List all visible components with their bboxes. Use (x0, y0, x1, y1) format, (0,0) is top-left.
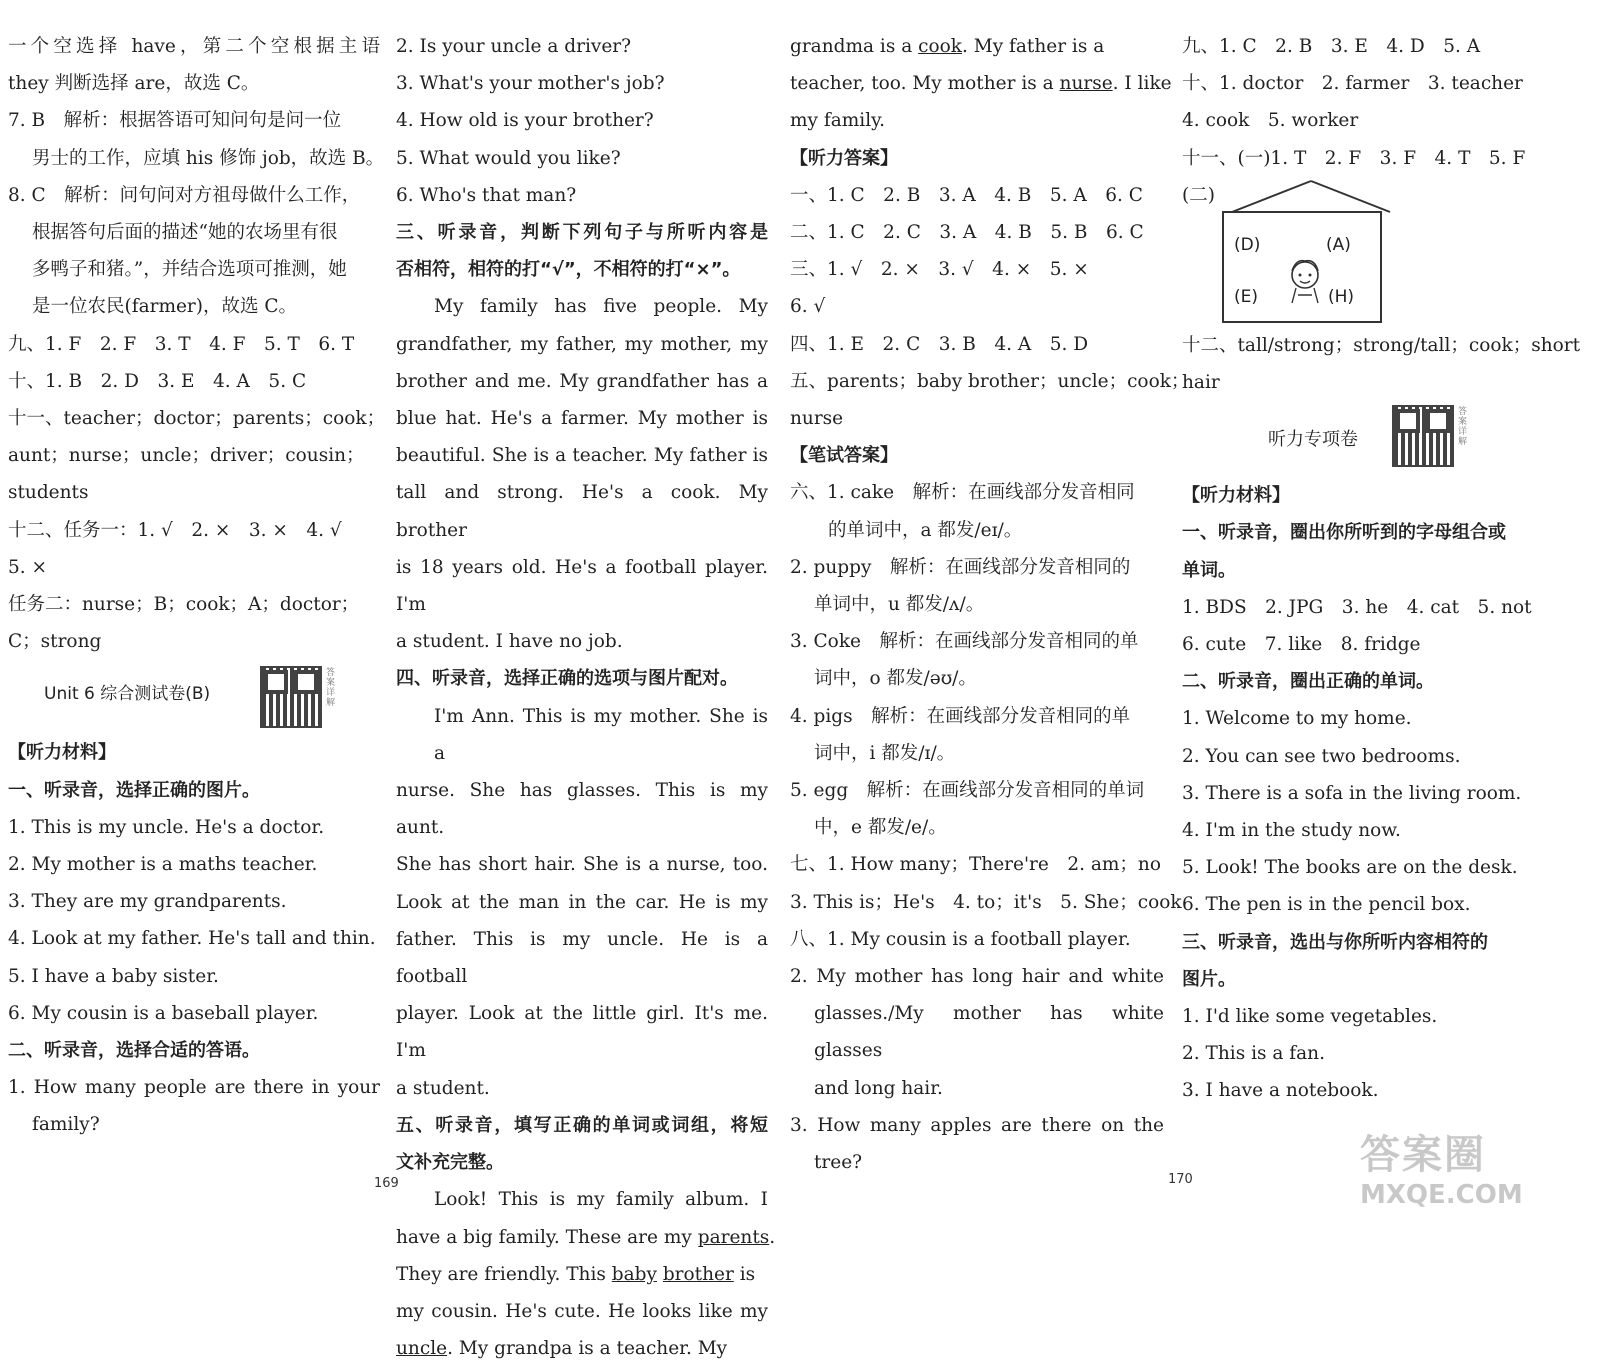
passage-line: Look at the man in the car. He is my (396, 891, 768, 913)
script-line: 4. I'm in the study now. (1182, 820, 1401, 842)
underlined-answer: parents (697, 1226, 770, 1248)
answer-line: glasses./My mother has white glasses (814, 1003, 1164, 1062)
script-line: 3. I have a notebook. (1182, 1080, 1379, 1102)
answer-line: 男士的工作，应填 his 修饰 job，故选 B。 (32, 147, 385, 169)
answer-line: 7. B 解析：根据答语可知问句是问一位 (8, 110, 342, 132)
answer-line: 2. puppy 解析：在画线部分发音相同的 (790, 556, 1131, 578)
passage-text: . I like (1112, 73, 1172, 95)
passage-text: They are friendly. This (396, 1263, 612, 1285)
section-heading: 单词。 (1182, 559, 1236, 581)
frame-hanger-icon (1230, 179, 1392, 213)
section-heading: 四、听录音，选择正确的选项与图片配对。 (396, 668, 738, 690)
listening-title: 听力专项卷 (1268, 429, 1358, 451)
section-heading: 文补充完整。 (396, 1152, 504, 1174)
passage-text: teacher, too. My mother is a (790, 73, 1060, 95)
passage-line: Look! This is my family album. I (434, 1189, 768, 1211)
answer-line: 七、1. How many；There're 2. am；no (790, 854, 1161, 876)
script-line: 2. This is a fan. (1182, 1043, 1325, 1065)
passage-line: blue hat. He's a farmer. My mother is (396, 408, 768, 430)
underlined-answer: cook (918, 36, 962, 57)
answer-line: 一、1. C 2. B 3. A 4. B 5. A 6. C (790, 184, 1143, 206)
passage-line: I'm Ann. This is my mother. She is a (434, 705, 768, 764)
answer-line: 五、parents；baby brother；uncle；cook； (790, 370, 1190, 392)
answer-line: 任务二：nurse；B；cook；A；doctor； (8, 594, 360, 616)
answer-line: 十一、(一)1. T 2. F 3. F 4. T 5. F (1182, 147, 1526, 169)
passage-line (396, 1219, 776, 1256)
underlined-answer: baby (611, 1263, 657, 1285)
answer-line: 单词中，u 都发/ʌ/。 (814, 594, 985, 616)
passage-line: brother and me. My grandfather has a (396, 370, 768, 392)
frame-label: (A) (1326, 234, 1351, 255)
girl-face-icon (1286, 257, 1324, 305)
passage-line: father. This is my uncle. He is a football (396, 928, 768, 988)
answer-line: 十二、任务一：1. √ 2. × 3. × 4. √ (8, 519, 342, 541)
section-heading: 否相符，相符的打“√”，不相符的打“×”。 (396, 259, 741, 281)
answer-line: 5. × (8, 556, 48, 578)
answer-line: aunt；nurse；uncle；driver；cousin； (8, 445, 365, 467)
answer-line: 3. How many apples are there on the (790, 1114, 1164, 1136)
passage-line: nurse. She has glasses. This is my aunt. (396, 780, 768, 839)
passage-line: a student. I have no job. (396, 631, 623, 653)
underlined-answer: brother (662, 1263, 734, 1285)
passage-line (790, 65, 1172, 102)
frame-label: (H) (1328, 286, 1355, 307)
script-line: 1. How many people are there in your (8, 1077, 380, 1099)
script-line: 3. What's your mother's job? (396, 73, 665, 95)
passage-text: grandma is a (790, 36, 919, 57)
answer-line: 十、1. B 2. D 3. E 4. A 5. C (8, 370, 307, 392)
qr-caption: 答案详解 (326, 668, 336, 709)
section-heading: 图片。 (1182, 968, 1236, 990)
passage-line: a student. (396, 1077, 490, 1099)
section-heading: 三、听录音，判断下列句子与所听内容是 (396, 222, 768, 244)
answer-line: 是一位农民(farmer)，故选 C。 (32, 296, 298, 318)
script-line: 3. There is a sofa in the living room. (1182, 782, 1522, 804)
passage-text: have a big family. These are my (396, 1226, 698, 1248)
passage-text: is (733, 1263, 756, 1285)
answer-line: 十、1. doctor 2. farmer 3. teacher (1182, 73, 1523, 95)
section-heading: 一、听录音，选择正确的图片。 (8, 779, 260, 801)
script-line: 6. My cousin is a baseball player. (8, 1002, 319, 1024)
answer-line: 八、1. My cousin is a football player. (790, 928, 1131, 950)
script-line: 6. The pen is in the pencil box. (1182, 894, 1471, 916)
answer-line: nurse (790, 408, 844, 430)
answer-line: they 判断选择 are，故选 C。 (8, 73, 260, 95)
section-heading: 二、听录音，选择合适的答语。 (8, 1040, 260, 1062)
answer-line: 6. √ (790, 296, 826, 318)
answer-line: 5. egg 解析：在画线部分发音相同的单词 (790, 780, 1145, 802)
script-line: 5. I have a baby sister. (8, 965, 219, 987)
passage-line: my family. (790, 110, 886, 132)
answer-line: 十一、teacher；doctor；parents；cook； (8, 408, 386, 430)
picture-answer-block (1182, 177, 1582, 327)
script-line: 2. You can see two bedrooms. (1182, 745, 1461, 767)
column-1 (8, 28, 386, 1144)
script-line: 5. Look! The books are on the desk. (1182, 857, 1518, 879)
answer-line: 4. pigs 解析：在画线部分发音相同的单 (790, 705, 1131, 727)
answer-line: hair (1182, 372, 1220, 394)
frame-label: (E) (1234, 286, 1259, 307)
answer-line: 8. C 解析：问句问对方祖母做什么工作， (8, 184, 361, 206)
passage-line: tall and strong. He's a cook. My brother (396, 482, 768, 541)
passage-line: is 18 years old. He's a football player. I'm (396, 556, 768, 616)
answer-line: 根据答句后面的描述“她的农场里有很 (32, 222, 338, 244)
answer-line: 4. cook 5. worker (1182, 110, 1359, 132)
script-line: 5. What would you like? (396, 147, 621, 169)
passage-text: . (769, 1226, 776, 1248)
unit-title: Unit 6 综合测试卷(B) (44, 684, 211, 705)
underlined-answer: nurse (1059, 73, 1113, 95)
unit-title-block (8, 660, 380, 734)
passage-line: grandfather, my father, my mother, my (396, 333, 768, 355)
section-heading: 五、听录音，填写正确的单词或词组，将短 (396, 1114, 768, 1136)
passage-line: beautiful. She is a teacher. My father is (396, 445, 768, 467)
passage-line (396, 1256, 768, 1293)
qr-caption: 答案详解 (1458, 407, 1468, 448)
passage-line (396, 1330, 768, 1367)
page-number-left: 169 (374, 1176, 399, 1191)
passage-line: player. Look at the little girl. It's me. I'm (396, 1003, 768, 1062)
watermark-text: 答案圈 (1360, 1132, 1486, 1178)
passage-line: She has short hair. She is a nurse, too. (396, 854, 768, 876)
answer-line: 四、1. E 2. C 3. B 4. A 5. D (790, 333, 1089, 355)
script-line: 1. I'd like some vegetables. (1182, 1006, 1438, 1028)
answer-line: 六、1. cake 解析：在画线部分发音相同 (790, 482, 1135, 504)
answer-label: (二) (1182, 184, 1215, 206)
underlined-answer: uncle (396, 1338, 448, 1360)
script-line: 1. Welcome to my home. (1182, 708, 1412, 730)
passage-line: my cousin. He's cute. He looks like my (396, 1300, 768, 1322)
section-heading: 三、听录音，选出与你所听内容相符的 (1182, 931, 1488, 953)
watermark-logo (1360, 1123, 1560, 1210)
column-4 (1182, 28, 1582, 1110)
answer-line: 九、1. C 2. B 3. E 4. D 5. A (1182, 36, 1481, 57)
section-heading: 二、听录音，圈出正确的单词。 (1182, 671, 1434, 693)
answer-line: students (8, 482, 89, 504)
script-line: 4. How old is your brother? (396, 110, 654, 132)
answer-line: 词中，i 都发/ɪ/。 (814, 742, 956, 764)
passage-text: . My grandpa is a teacher. My (447, 1338, 728, 1360)
answer-line: 十二、tall/strong；strong/tall；cook；short (1182, 334, 1581, 356)
answer-line: and long hair. (814, 1077, 943, 1099)
section-heading: 【听力答案】 (790, 147, 898, 169)
qr-code-icon[interactable] (260, 666, 322, 728)
answer-line: 的单词中，a 都发/eɪ/。 (828, 519, 1023, 541)
answer-line: 2. My mother has long hair and white (790, 966, 1164, 988)
answer-line: 3. This is；He's 4. to；it's 5. She；cook (790, 891, 1182, 913)
answer-line: 多鸭子和猪。”，并结合选项可推测，她 (32, 259, 347, 281)
answer-line: 3. Coke 解析：在画线部分发音相同的单 (790, 631, 1139, 653)
section-heading: 【笔试答案】 (790, 445, 898, 467)
script-line: 6. Who's that man? (396, 184, 577, 206)
picture-frame (1222, 211, 1382, 323)
answer-line: 二、1. C 2. C 3. A 4. B 5. B 6. C (790, 222, 1144, 244)
watermark-url: MXQE.COM (1360, 1180, 1523, 1210)
answer-line: C；strong (8, 631, 102, 653)
section-heading: 一、听录音，圈出你所听到的字母组合或 (1182, 522, 1506, 544)
script-line: 2. My mother is a maths teacher. (8, 854, 318, 876)
passage-text: . My father is a (962, 36, 1105, 57)
script-line: family? (32, 1114, 100, 1136)
listening-title-block (1182, 401, 1582, 477)
passage-line (790, 28, 1164, 65)
answer-line: tree? (814, 1152, 863, 1174)
page-number-right: 170 (1168, 1172, 1193, 1187)
answer-line: 词中，o 都发/əʊ/。 (814, 668, 977, 690)
script-line: 1. This is my uncle. He's a doctor. (8, 816, 325, 838)
answer-line: 三、1. √ 2. × 3. √ 4. × 5. × (790, 259, 1089, 281)
script-line: 4. Look at my father. He's tall and thin. (8, 928, 376, 950)
script-line: 2. Is your uncle a driver? (396, 36, 632, 57)
section-heading: 【听力材料】 (1182, 485, 1290, 507)
script-line: 6. cute 7. like 8. fridge (1182, 634, 1421, 656)
answer-line: 一个空选择 have，第二个空根据主语 (8, 36, 380, 57)
qr-code-icon[interactable] (1392, 405, 1454, 467)
section-heading: 【听力材料】 (8, 742, 116, 764)
frame-label: (D) (1234, 234, 1261, 255)
script-line: 3. They are my grandparents. (8, 891, 287, 913)
answer-line: 中，e 都发/e/。 (814, 817, 947, 839)
passage-line: My family has five people. My (434, 296, 768, 318)
script-line: 1. BDS 2. JPG 3. he 4. cat 5. not (1182, 596, 1532, 618)
answer-line: 九、1. F 2. F 3. T 4. F 5. T 6. T (8, 333, 355, 355)
column-2 (396, 28, 776, 1367)
